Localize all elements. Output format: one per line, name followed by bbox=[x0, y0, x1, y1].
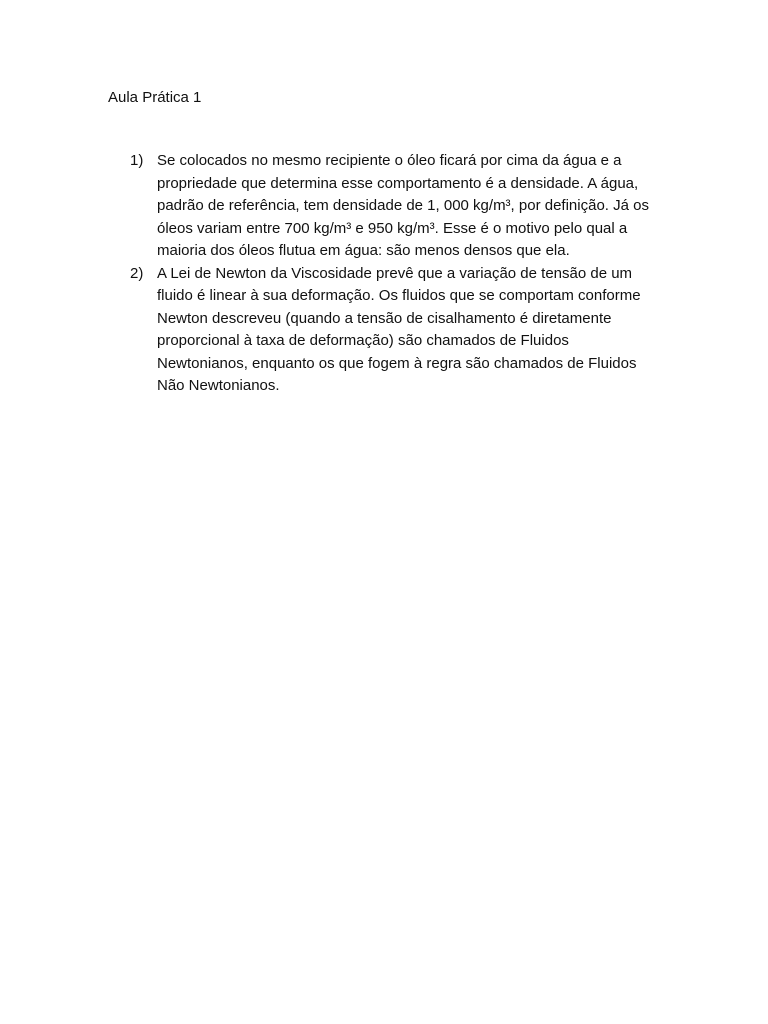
answer-text: Se colocados no mesmo recipiente o óleo ficará por cima da água e a propriedade que determina esse comportamento é a densidade. A água, padrão de referência, tem densidade de 1, 000 kg/m³, por definição. Já os óleos variam entre 700 kg/m³ e 950 kg/m³. Esse é o motivo pelo qual a maioria dos óleos flutua em água: são menos densos que ela. bbox=[157, 152, 649, 259]
answer-item-1 bbox=[130, 150, 650, 263]
document-title: Aula Prática 1 bbox=[108, 89, 202, 106]
answer-text: A Lei de Newton da Viscosidade prevê que a variação de tensão de um fluido é linear à sua deformação. Os fluidos que se comportam conforme Newton descreveu (quando a tensão de cisalhamento é diretamente proporcional à taxa de deformação) são chamados de Fluidos Newtonianos, enquanto os que fogem à regra são chamados de Fluidos Não Newtonianos. bbox=[157, 264, 641, 394]
answer-number: 1) bbox=[130, 152, 144, 169]
answer-number: 2) bbox=[130, 264, 144, 282]
answer-list bbox=[130, 150, 650, 398]
answer-item-2 bbox=[130, 263, 650, 398]
